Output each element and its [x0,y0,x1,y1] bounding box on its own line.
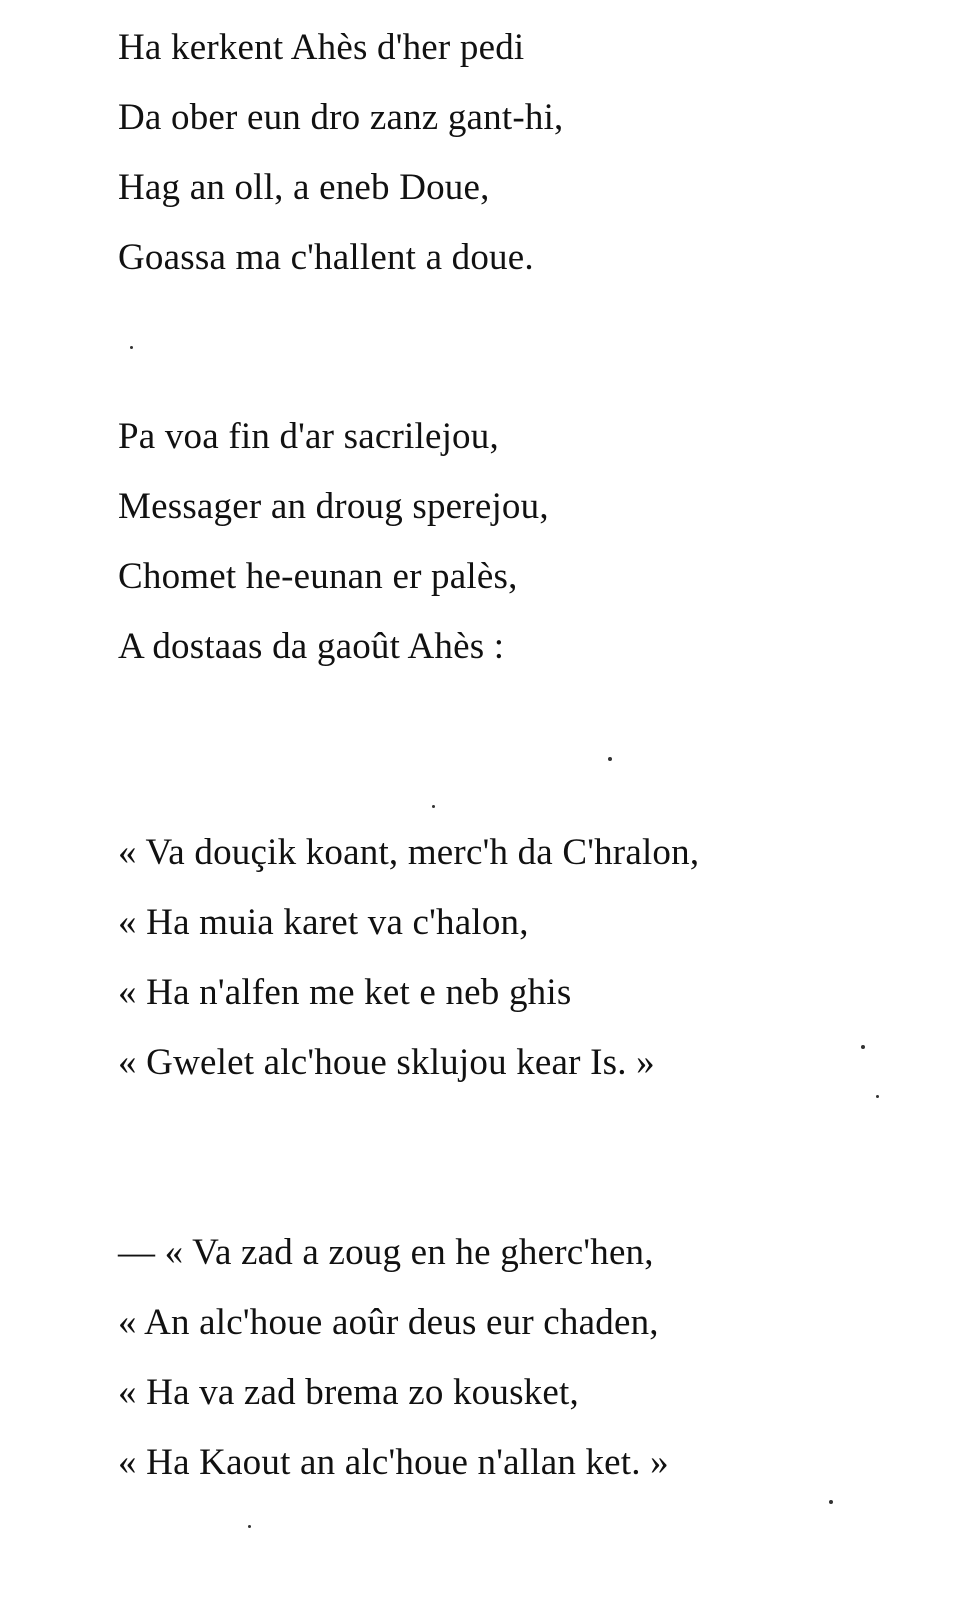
verse-line: Goassa ma c'hallent a doue. [118,237,534,278]
stanza-1 [118,13,564,293]
scan-speck [861,1045,865,1049]
scan-speck [876,1095,879,1098]
verse-line: « Ha n'alfen me ket e neb ghis [118,972,572,1013]
verse-line: Da ober eun dro zanz gant-hi, [118,97,564,138]
verse-line: « An alc'houe aoûr deus eur chaden, [118,1302,659,1343]
verse-line: Chomet he-eunan er palès, [118,556,518,597]
stanza-4 [118,1218,669,1498]
verse-line: « Ha muia karet va c'halon, [118,902,529,943]
verse-line: « Va douçik koant, merc'h da C'hralon, [118,832,700,873]
verse-line: « Gwelet alc'houe sklujou kear Is. » [118,1042,655,1083]
scan-speck [432,805,435,808]
scan-speck [608,757,612,761]
verse-line: Pa voa fin d'ar sacrilejou, [118,416,499,457]
verse-line: « Ha va zad brema zo kousket, [118,1372,579,1413]
verse-line: Messager an droug sperejou, [118,486,549,527]
verse-line: Hag an oll, a eneb Doue, [118,167,490,208]
verse-line: Ha kerkent Ahès d'her pedi [118,27,525,68]
scan-speck [248,1525,251,1528]
stanza-3 [118,818,699,1098]
verse-line: — « Va zad a zoug en he gherc'hen, [118,1232,654,1273]
scan-speck [829,1500,833,1504]
verse-line: A dostaas da gaoût Ahès : [118,626,505,667]
verse-line: « Ha Kaout an alc'houe n'allan ket. » [118,1442,669,1483]
scan-speck [130,346,133,349]
stanza-2 [118,402,549,682]
